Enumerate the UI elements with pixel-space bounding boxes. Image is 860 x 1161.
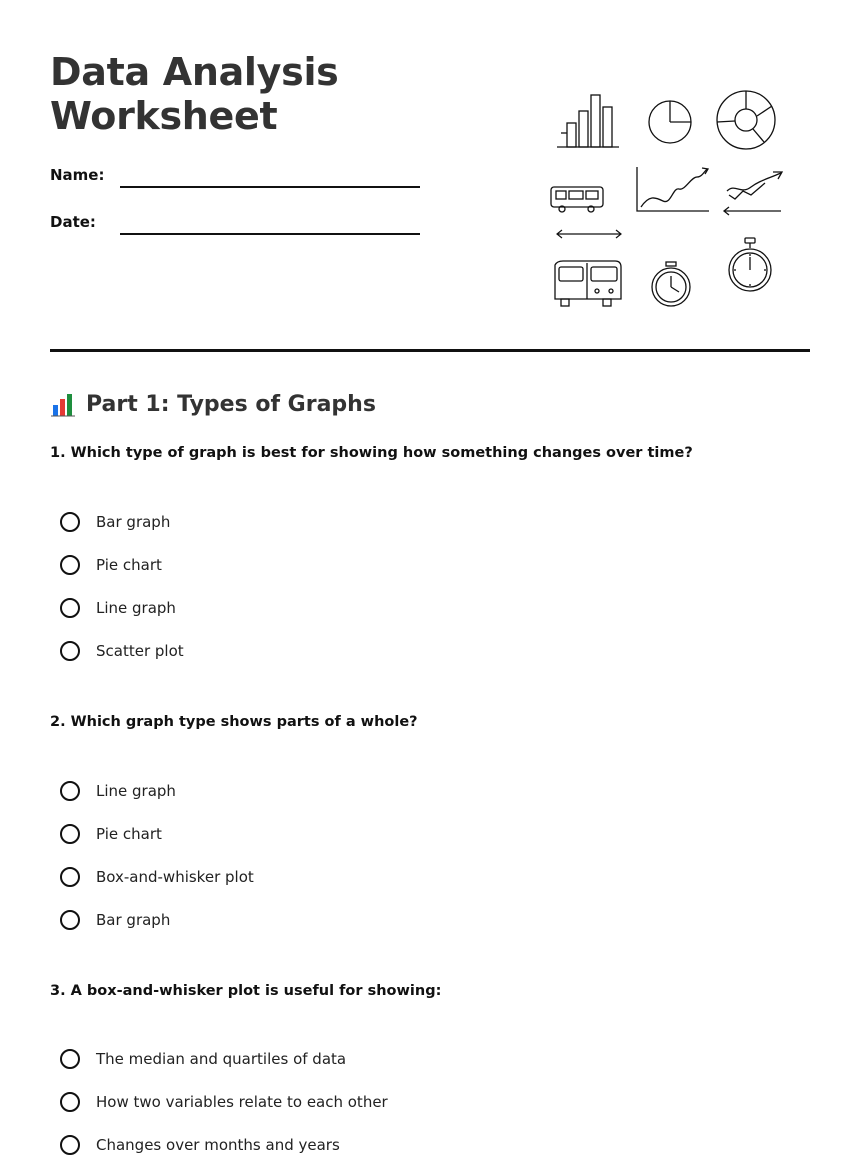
arrow-trend-icon (721, 169, 785, 215)
stopwatch-icon (727, 237, 773, 295)
date-line[interactable] (120, 233, 420, 235)
name-label: Name: (50, 166, 105, 184)
line-graph-icon (635, 167, 711, 213)
radio-button[interactable] (60, 555, 80, 575)
decorative-icons (545, 85, 795, 315)
radio-button[interactable] (60, 1049, 80, 1069)
q2-option-2[interactable] (60, 821, 162, 847)
radio-button[interactable] (60, 867, 80, 887)
q1-option-4[interactable] (60, 638, 184, 664)
section-divider (50, 349, 810, 352)
pie-chart-segmented-icon (715, 89, 777, 151)
clock-icon (649, 261, 693, 309)
radio-button[interactable] (60, 641, 80, 661)
radio-button[interactable] (60, 512, 80, 532)
name-field[interactable] (50, 166, 430, 196)
worksheet-title (50, 50, 339, 138)
bar-chart-emoji-icon (50, 391, 76, 417)
part1-header (50, 388, 376, 420)
option-label: Line graph (96, 782, 176, 800)
option-label: Pie chart (96, 556, 162, 574)
option-label: The median and quartiles of data (96, 1050, 347, 1068)
radio-button[interactable] (60, 824, 80, 844)
date-field[interactable] (50, 213, 430, 243)
option-label: Scatter plot (96, 642, 184, 660)
radio-button[interactable] (60, 910, 80, 930)
option-label: Line graph (96, 599, 176, 617)
radio-button[interactable] (60, 598, 80, 618)
part1-heading: Part 1: Types of Graphs (86, 391, 376, 417)
radio-button[interactable] (60, 1092, 80, 1112)
q3-option-2[interactable] (60, 1089, 388, 1115)
bar-chart-icon (555, 93, 621, 149)
question-2-text: 2. Which graph type shows parts of a whole? (50, 714, 418, 730)
option-label: Bar graph (96, 911, 171, 929)
q2-option-1[interactable] (60, 778, 176, 804)
option-label: Pie chart (96, 825, 162, 843)
radio-button[interactable] (60, 1135, 80, 1155)
title-line-1: Data Analysis (50, 50, 339, 94)
q1-option-3[interactable] (60, 595, 176, 621)
bus-front-icon (551, 259, 623, 309)
option-label: Changes over months and years (96, 1136, 340, 1154)
option-label: How two variables relate to each other (96, 1093, 388, 1111)
name-line[interactable] (120, 186, 420, 188)
pie-chart-icon (647, 99, 693, 145)
bus-icon (549, 185, 605, 215)
q3-option-1[interactable] (60, 1046, 346, 1072)
double-arrow-icon (555, 227, 623, 241)
q2-option-4[interactable] (60, 907, 170, 933)
date-label: Date: (50, 213, 96, 231)
question-1-text: 1. Which type of graph is best for showing how something changes over time? (50, 445, 693, 461)
option-label: Box-and-whisker plot (96, 868, 254, 886)
q3-option-3[interactable] (60, 1132, 340, 1158)
q1-option-1[interactable] (60, 509, 170, 535)
title-line-2: Worksheet (50, 94, 278, 138)
q1-option-2[interactable] (60, 552, 162, 578)
q2-option-3[interactable] (60, 864, 254, 890)
question-3-text: 3. A box-and-whisker plot is useful for showing: (50, 983, 442, 999)
option-label: Bar graph (96, 513, 171, 531)
radio-button[interactable] (60, 781, 80, 801)
